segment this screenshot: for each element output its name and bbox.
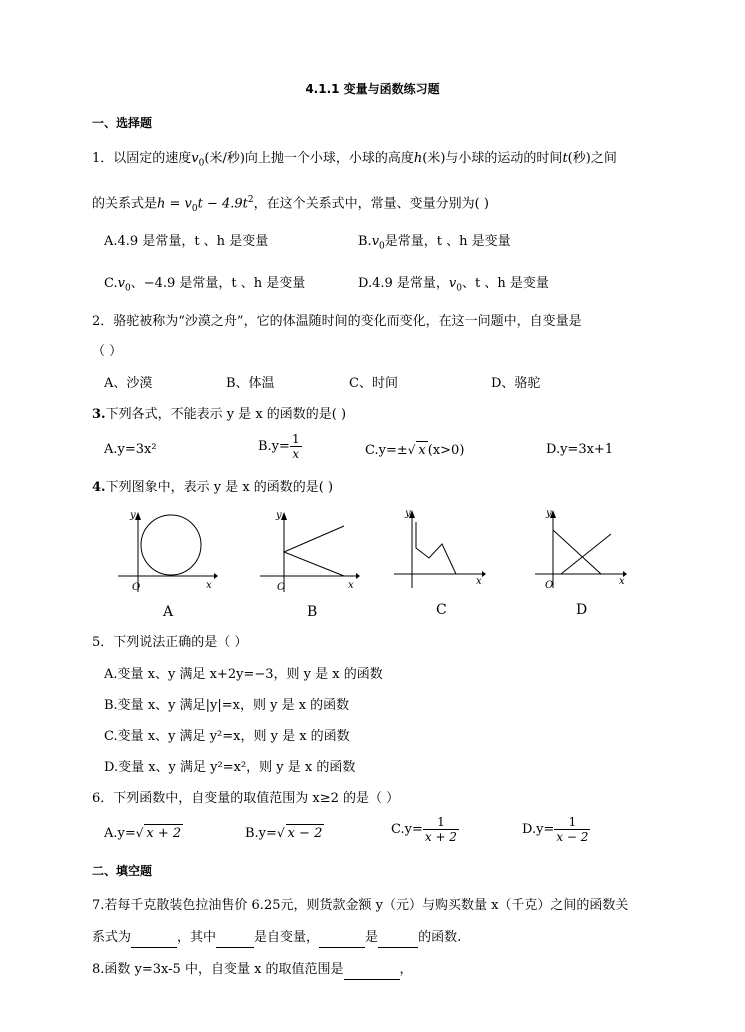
blank[interactable]	[319, 929, 365, 948]
y-label: y	[130, 510, 136, 521]
y-axis-arrow	[135, 512, 141, 520]
q3-option-d: D.y=3x+1	[546, 442, 614, 457]
section-fill-heading: 二、填空题	[92, 864, 153, 878]
q2-option-b: B、体温	[226, 376, 275, 391]
blank[interactable]	[216, 929, 254, 948]
graph-b	[260, 508, 360, 598]
graph-b-label: B	[307, 604, 318, 620]
graph-d-label: D	[576, 602, 588, 618]
q6-stem: 6．下列函数中，自变量的取值范围为 x≥2 的是（ ）	[92, 791, 400, 806]
q3-stem: 3.下列各式，不能表示 y 是 x 的函数的是( )	[92, 407, 347, 422]
q6-option-c: C.y= $\frac{1}{x + 2}$	[391, 815, 457, 844]
q8-line: 8.函数 y=3x-5 中，自变量 x 的取值范围是 ，	[92, 961, 413, 980]
origin-label: O	[545, 580, 554, 591]
q1-option-b: $B.v_0$是常量，t 、h 是变量	[358, 234, 511, 252]
graph-circle	[141, 515, 201, 575]
x-label: x	[476, 576, 482, 587]
q1-option-d: D.4.9 是常量，$v_0$、t 、h 是变量	[358, 276, 549, 294]
page-title: 4.1.1 变量与函数练习题	[305, 82, 440, 96]
q6-option-a: A.y=√ x + 2	[104, 826, 182, 841]
q7-line2: 系式为 ，其中 是自变量， 是 的函数.	[92, 929, 461, 948]
x-axis-arrow	[482, 571, 486, 577]
graph-line-1	[553, 530, 601, 574]
graph-lines	[284, 526, 344, 576]
graph-line-2	[561, 534, 611, 574]
y-label: y	[405, 508, 411, 519]
q3-option-c: C.y=±√ x (x>0)	[365, 443, 465, 458]
graph-d	[535, 504, 635, 594]
q2-option-d: D、骆驼	[491, 376, 541, 391]
q5-option-b: B.变量 x、y 满足|y|=x，则 y 是 x 的函数	[104, 698, 350, 713]
q2-option-a: A、沙漠	[104, 376, 153, 391]
q4-stem: 4.下列图象中，表示 y 是 x 的函数的是( )	[92, 480, 334, 495]
x-axis-arrow	[214, 573, 218, 579]
q7-line1: 7.若每千克散装色拉油售价 6.25元，则货款金额 y（元）与购买数量 x（千克）之间的函数关	[92, 898, 629, 913]
q1-option-c: $C.v_0$、−4.9 是常量，t 、h 是变量	[104, 276, 306, 294]
y-label: y	[546, 508, 552, 519]
fraction: $\frac{1}{x}$	[291, 432, 300, 461]
blank[interactable]	[131, 929, 177, 948]
y-axis-arrow	[281, 512, 287, 520]
section-choice-heading: 一、选择题	[92, 116, 153, 130]
q5-option-c: C.变量 x、y 满足 y²=x，则 y 是 x 的函数	[104, 729, 350, 744]
origin-label: O	[277, 582, 286, 593]
q5-option-a: A.变量 x、y 满足 x+2y=−3，则 y 是 x 的函数	[104, 667, 383, 682]
q2-stem: 2．骆驼被称为“沙漠之舟”，它的体温随时间的变化而变化，在这一问题中，自变量是	[92, 314, 582, 329]
x-axis-arrow	[356, 573, 360, 579]
q3-option-b: B.y= $\frac{1}{x}$	[258, 432, 300, 461]
q3-option-a: A.y=3x²	[104, 442, 157, 457]
q5-stem: 5．下列说法正确的是（ ）	[92, 635, 248, 650]
graph-c	[394, 504, 490, 594]
graph-a	[118, 508, 218, 598]
origin-label: O	[132, 582, 141, 593]
q1-option-a: A.4.9 是常量，t 、h 是变量	[104, 234, 269, 249]
fraction: $\frac{1}{x + 2}$	[424, 815, 457, 844]
x-label: x	[619, 576, 625, 587]
graph-c-label: C	[436, 602, 447, 618]
x-label: x	[206, 580, 212, 591]
fraction: $\frac{1}{x - 2}$	[556, 815, 589, 844]
q5-option-d: D.变量 x、y 满足 y²=x²，则 y 是 x 的函数	[104, 760, 356, 775]
y-label: y	[276, 510, 282, 521]
q1-line1: 1．以固定的速度$v_0$(米/秒)向上抛一个小球，小球的高度h(米)与小球的运动的时间t(秒)之间	[92, 151, 617, 169]
graph-lines	[416, 522, 456, 574]
q2-paren: （ ）	[92, 344, 123, 359]
q2-option-c: C、时间	[349, 376, 398, 391]
x-label: x	[348, 580, 354, 591]
q1-line2: 的关系式是$h = v_0t - 4.9t^2$，在这个关系式中，常量、变量分别为( )	[92, 195, 489, 214]
q6-option-d: D.y= $\frac{1}{x - 2}$	[522, 815, 589, 844]
graph-a-label: A	[163, 604, 174, 620]
q6-option-b: B.y=√ x − 2	[245, 826, 323, 841]
blank[interactable]	[378, 929, 418, 948]
blank[interactable]	[344, 961, 400, 980]
